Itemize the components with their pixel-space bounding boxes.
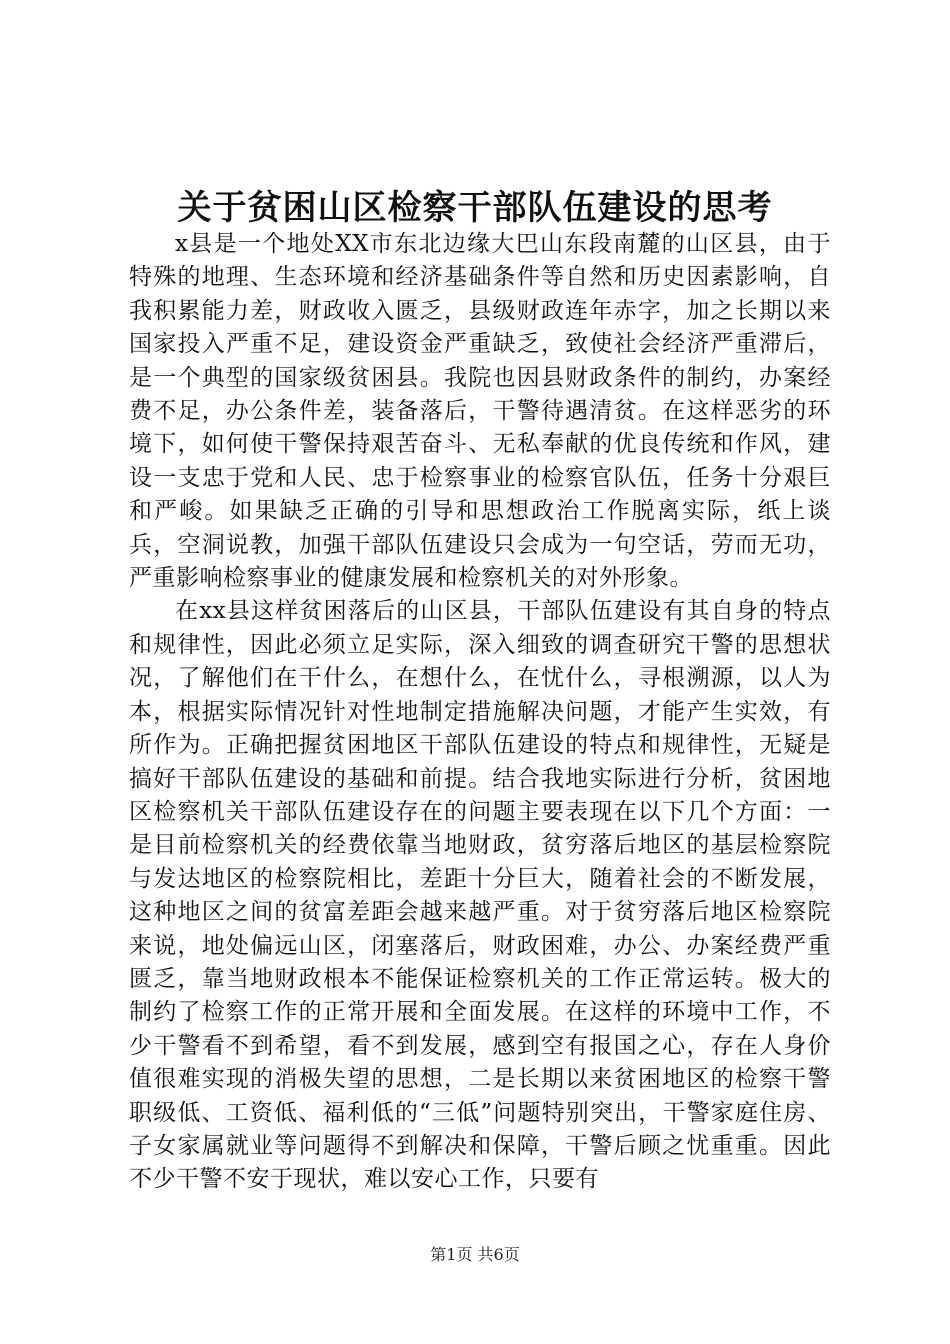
paragraph-1: x县是一个地处XX市东北边缘大巴山东段南麓的山区县，由于特殊的地理、生态环境和经济基础条件等自然和历史因素影响，自我积累能力差，财政收入匮乏，县级财政连年赤字，加之长期以来国家投入严重不足，建设资金严重缺乏，致使社会经济严重滞后，是一个典型的国家级贫困县。我院也因县财政条件的制约，办案经费不足，办公条件差，装备落后，干警待遇清贫。在这样恶劣的环境下，如何使干警保持艰苦奋斗、无私奉献的优良传统和作风，建设一支忠于党和人民、忠于检察事业的检察官队伍，任务十分艰巨和严峻。如果缺乏正确的引导和思想政治工作脱离实际，纸上谈兵，空洞说教，加强干部队伍建设只会成为一句空话，劳而无功，严重影响检察事业的健康发展和检察机关的对外形象。: [129, 231, 831, 592]
paragraph-2: 在xx县这样贫困落后的山区县，干部队伍建设有其自身的特点和规律性，因此必须立足实际，深入细致的调查研究干警的思想状况，了解他们在干什么，在想什么，在忧什么，寻根溯源，以人为本，根据实际情况针对性地制定措施解决问题，才能产生实效，有所作为。正确把握贫困地区干部队伍建设的特点和规律性，无疑是搞好干部队伍建设的基础和前提。结合我地实际进行分析，贫困地区检察机关干部队伍建设存在的问题主要表现在以下几个方面：一是目前检察机关的经费依靠当地财政，贫穷落后地区的基层检察院与发达地区的检察院相比，差距十分巨大，随着社会的不断发展，这种地区之间的贫富差距会越来越严重。对于贫穷落后地区检察院来说，地处偏远山区，闭塞落后，财政困难，办公、办案经费严重匮乏，靠当地财政根本不能保证检察机关的工作正常运转。极大的制约了检察工作的正常开展和全面发展。在这样的环境中工作，不少干警看不到希望，看不到发展，感到空有报国之心，存在人身价值很难实现的消极失望的思想，二是长期以来贫困地区的检察干警职级低、工资低、福利低的“三低”问题特别突出，干警家庭住房、子女家属就业等问题得不到解决和保障，干警后顾之忧重重。因此不少干警不安于现状，难以安心工作，只要有: [129, 598, 831, 1193]
document-title: 关于贫困山区检察干部队伍建设的思考: [177, 188, 773, 228]
page-footer: 第1页 共6页: [430, 1245, 520, 1264]
document-body: [129, 228, 831, 1197]
